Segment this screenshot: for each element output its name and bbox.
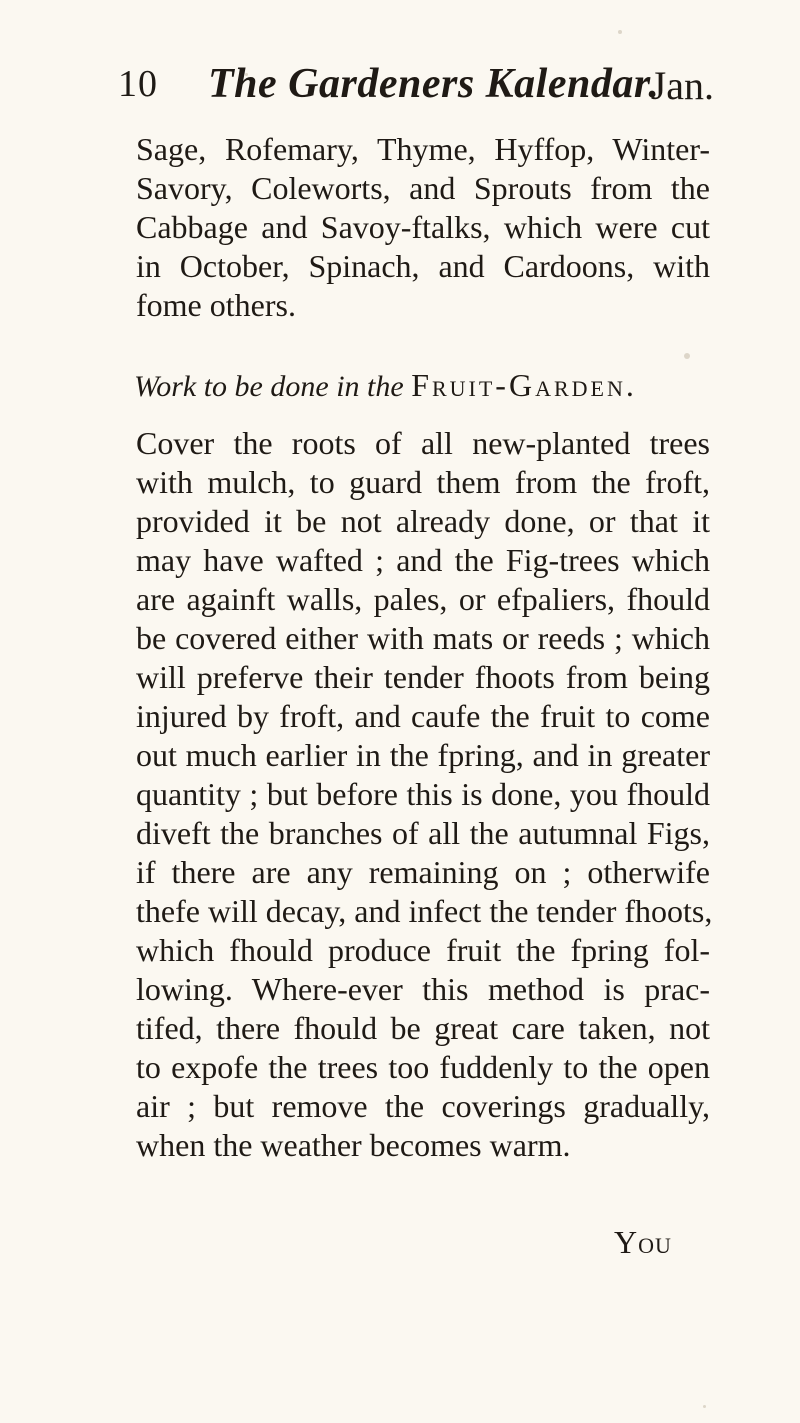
running-header — [118, 62, 714, 118]
section-heading-small-caps: Fruit-Garden. — [411, 367, 637, 403]
running-title: The Gardeners Kalendar. — [208, 61, 660, 107]
text-line: quantity ; but before this is done, you fhould — [136, 776, 710, 812]
text-line: if there are any remaining on ; otherwife — [136, 854, 710, 890]
text-line: injured by froft, and caufe the fruit to come — [136, 698, 710, 734]
text-line: Cabbage and Savoy-ftalks, which were cut — [136, 209, 710, 245]
text-line: with mulch, to guard them from the froft, — [136, 464, 710, 500]
paper-speck — [703, 1405, 706, 1408]
text-line: lowing. Where-ever this method is prac- — [136, 971, 710, 1007]
text-line: when the weather becomes warm. — [136, 1127, 571, 1163]
text-line: provided it be not already done, or that it — [136, 503, 710, 539]
text-line: Savory, Coleworts, and Sprouts from the — [136, 170, 710, 206]
page-number: 10 — [118, 63, 158, 105]
fruit-garden-paragraph — [136, 424, 713, 1165]
text-line: are againft walls, pales, or efpaliers, fhould — [136, 581, 710, 617]
paper-speck — [245, 73, 248, 76]
text-line: thefe will decay, and infect the tender fhoots, — [136, 893, 713, 929]
month-label: Jan. — [650, 63, 714, 108]
text-line: Cover the roots of all new-planted trees — [136, 425, 710, 461]
text-line: in October, Spinach, and Cardoons, with — [136, 248, 710, 284]
section-heading — [134, 367, 714, 404]
text-line: air ; but remove the coverings gradually, — [136, 1088, 710, 1124]
text-line: tifed, there fhould be great care taken, not — [136, 1010, 710, 1046]
paper-speck — [684, 353, 690, 359]
text-line: which fhould produce fruit the fpring fol- — [136, 932, 710, 968]
text-line: out much earlier in the fpring, and in greater — [136, 737, 710, 773]
text-line: will preferve their tender fhoots from being — [136, 659, 710, 695]
text-line: be covered either with mats or reeds ; which — [136, 620, 710, 656]
intro-text-block — [136, 130, 710, 325]
paper-speck — [618, 30, 622, 34]
text-line: fome others. — [136, 287, 296, 323]
text-line: may have wafted ; and the Fig-trees which — [136, 542, 710, 578]
text-line: diveft the branches of all the autumnal Figs, — [136, 815, 710, 851]
section-heading-italic: Work to be done in the — [134, 370, 404, 403]
catchword: You — [614, 1224, 672, 1260]
text-line: Sage, Rofemary, Thyme, Hyffop, Winter- — [136, 131, 710, 167]
text-line: to expofe the trees too fuddenly to the open — [136, 1049, 710, 1085]
